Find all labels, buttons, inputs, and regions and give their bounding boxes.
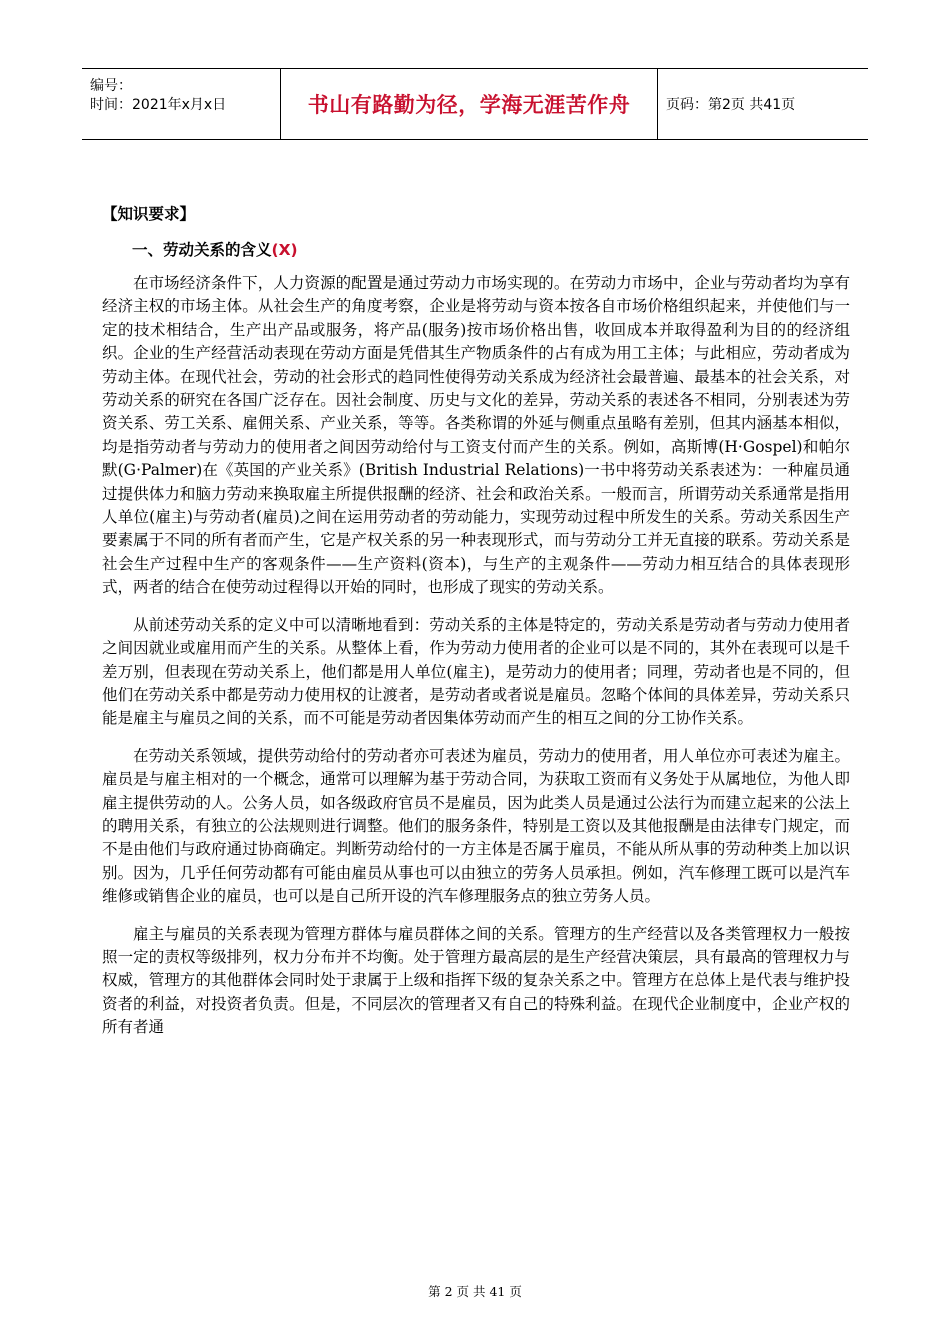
- body-paragraph: 在劳动关系领域，提供劳动给付的劳动者亦可表述为雇员，劳动力的使用者，用人单位亦可表述为雇主。雇员是与雇主相对的一个概念，通常可以理解为基于劳动合同，为获取工资而有义务处于从属地位，为他人即雇主提供劳动的人。公务人员，如各级政府官员不是雇员，因为此类人员是通过公法行为而建立起来的公法上的聘用关系，有独立的公法规则进行调整。他们的服务条件，特别是工资以及其他报酬是由法律专门规定，而不是由他们与政府通过协商确定。判断劳动给付的一方主体是否属于雇员，不能从所从事的劳动种类上加以识别。因为，几乎任何劳动都有可能由雇员从事也可以由独立的劳务人员承担。例如，汽车修理工既可以是汽车维修或销售企业的雇员，也可以是自己所开设的汽车修理服务点的独立劳务人员。: [102, 746, 850, 906]
- subsection-title: [132, 234, 850, 266]
- subsection-title-text: 一、劳动关系的含义: [132, 241, 272, 259]
- header-motto: 书山有路勤为径，学海无涯苦作舟: [307, 93, 631, 117]
- body-paragraph: 雇主与雇员的关系表现为管理方群体与雇员群体之间的关系。管理方的生产经营以及各类管理权力一般按照一定的责权等级排列，权力分布并不均衡。处于管理方最高层的是生产经营决策层，具有最高的管理权力与权威，管理方的其他群体会同时处于隶属于上级和指挥下级的复杂关系之中。管理方在总体上是代表与维护投资者的利益，对投资者负责。但是，不同层次的管理者又有自己的特殊利益。在现代企业制度中，企业产权的所有者通: [102, 924, 850, 1037]
- body-paragraph: 在市场经济条件下，人力资源的配置是通过劳动力市场实现的。在劳动力市场中，企业与劳动者均为享有经济主权的市场主体。从社会生产的角度考察，企业是将劳动与资本按各自市场价格组织起来，并使他们与一定的技术相结合，生产出产品或服务，将产品(服务)按市场价格出售，收回成本并取得盈利为目的的经济组织。企业的生产经营活动表现在劳动方面是凭借其生产物质条件的占有成为用工主体；与此相应，劳动者成为劳动主体。在现代社会，劳动的社会形式的趋同性使得劳动关系成为经济社会最普遍、最基本的社会关系，对劳动关系的研究在各国广泛存在。因社会制度、历史与文化的差异，劳动关系的表述各不相同，分别表述为劳资关系、劳工关系、雇佣关系、产业关系，等等。各类称谓的外延与侧重点虽略有差别，但其内涵基本相似，均是指劳动者与劳动力的使用者之间因劳动给付与工资支付而产生的关系。例如，高斯博(H·Gospel)和帕尔默(G·Palmer)在《英国的产业关系》(British Industrial Relations)一书中将劳动关系表述为：一种雇员通过提供体力和脑力劳动来换取雇主所提供报酬的经济、社会和政治关系。一般而言，所谓劳动关系通常是指用人单位(雇主)与劳动者(雇员)之间在运用劳动者的劳动能力，实现劳动过程中所发生的关系。劳动关系因生产要素属于不同的所有者而产生，它是产权关系的另一种表现形式，而与劳动分工并无直接的联系。劳动关系是社会生产过程中生产的客观条件——生产资料(资本)，与生产的主观条件——劳动力相互结合的具体表现形式，两者的结合在使劳动过程得以开始的同时，也形成了现实的劳动关系。: [102, 274, 850, 597]
- page-header: [82, 68, 868, 140]
- page-footer: 第 2 页 共 41 页: [428, 1284, 522, 1299]
- body-paragraph: 从前述劳动关系的定义中可以清晰地看到：劳动关系的主体是特定的，劳动关系是劳动者与劳动力使用者之间因就业或雇用而产生的关系。从整体上看，作为劳动力使用者的企业可以是不同的，其外在表现可以是千差万别，但表现在劳动关系上，他们都是用人单位(雇主)，是劳动力的使用者；同理，劳动者也是不同的，但他们在劳动关系中都是劳动力使用权的让渡者，是劳动者或者说是雇员。忽略个体间的具体差异，劳动关系只能是雇主与雇员之间的关系，而不可能是劳动者因集体劳动而产生的相互之间的分工协作关系。: [102, 615, 850, 728]
- document-number: 编号：: [90, 78, 132, 94]
- section-title: 【知识要求】: [102, 205, 196, 223]
- page-number-label: 页码：第2页 共41页: [666, 97, 796, 113]
- header-divider: [657, 69, 658, 139]
- document-body: [102, 200, 850, 1040]
- document-date: 时间：2021年x月x日: [90, 97, 227, 113]
- header-meta: [82, 69, 280, 139]
- subsection-mark: (X): [271, 241, 298, 259]
